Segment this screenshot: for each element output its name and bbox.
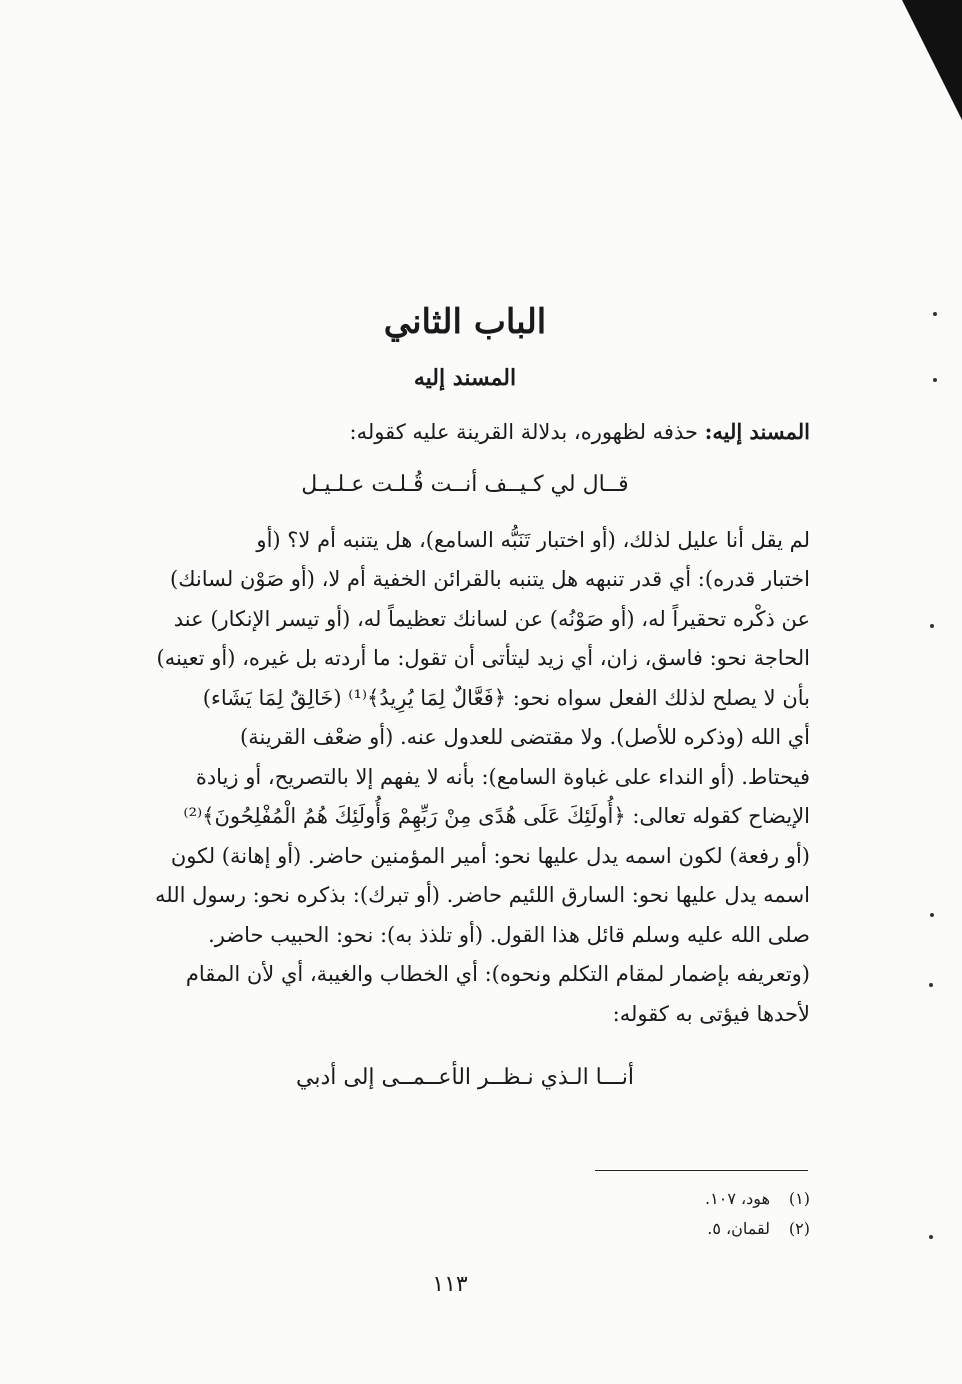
- body-line: لم يقل أنا عليل لذلك، (أو اختبار تَنَبُّه السامع)، هل يتنبه أم لا؟ (أو: [256, 527, 810, 552]
- verse-line-1: قــال لي كـيــف أنــت قُـلـت عـلـيـل: [301, 471, 629, 497]
- verse-line-2: أنـــا الـذي نـظــر الأعــمــى إلى أدبي: [296, 1065, 634, 1091]
- footnote-item: [560, 1214, 810, 1244]
- body-paragraph: [120, 521, 810, 1035]
- body-line: (وتعريفه بإضمار لمقام التكلم ونحوه): أي الخطاب والغيبة، أي لأن المقام: [185, 962, 810, 987]
- body-line: (أو رفعة) لكون اسمه يدل عليها نحو: أمير المؤمنين حاضر. (أو إهانة) لكون: [170, 843, 810, 868]
- body-line: أي الله (وذكره للأصل). ولا مقتضى للعدول عنه. (أو ضعْف القرينة): [240, 725, 810, 750]
- body-line: الإيضاح كقوله تعالى: ﴿أُولَئِكَ عَلَى هُدًى مِنْ رَبِّهِمْ وَأُولَئِكَ هُمُ الْمُفْلِحُونَ﴾⁽²⁾: [183, 804, 810, 829]
- footnote-divider: [595, 1170, 808, 1171]
- lead-term: المسند إليه:: [704, 418, 810, 444]
- lead-paragraph: [120, 411, 810, 453]
- scan-speck: [929, 983, 933, 987]
- body-line: عن ذكْره تحقيراً له، (أو صَوْنُه) عن لسانك تعظيماً له، (أو تيسر الإنكار) عند: [173, 606, 810, 631]
- chapter-title: الباب الثاني: [383, 302, 547, 342]
- scan-shadow-corner: [902, 0, 962, 120]
- body-line: اسمه يدل عليها نحو: السارق اللئيم حاضر. (أو تبرك): بذكره نحو: رسول الله: [155, 883, 810, 908]
- footnote-text: لقمان، ٥.: [707, 1219, 770, 1238]
- section-title: المسند إليه: [413, 365, 517, 392]
- footnotes: [560, 1184, 810, 1244]
- footnote-number: (١): [788, 1189, 810, 1208]
- scan-speck: [933, 378, 937, 382]
- scan-speck: [930, 913, 934, 917]
- scan-speck: [933, 312, 937, 316]
- body-line: الحاجة نحو: فاسق، زان، أي زيد ليتأتى أن تقول: ما أردته بل غيره، (أو تعينه): [156, 646, 810, 671]
- lead-text: حذفه لظهوره، بدلالة القرينة عليه كقوله:: [349, 419, 705, 444]
- body-line: فيحتاط. (أو النداء على غباوة السامع): بأنه لا يفهم إلا بالتصريح، أو زيادة: [195, 764, 810, 789]
- body-line: اختبار قدره): أي قدر تنبهه هل يتنبه بالقرائن الخفية أم لا، (أو صَوْن لسانك): [170, 567, 810, 592]
- scan-speck: [929, 1235, 933, 1239]
- page-number: ١١٣: [432, 1272, 468, 1297]
- footnote-number: (٢): [788, 1219, 810, 1238]
- footnote-text: هود، ١٠٧.: [705, 1189, 770, 1208]
- body-line: بأن لا يصلح لذلك الفعل سواه نحو: ﴿فَعَّالٌ لِمَا يُرِيدُ﴾⁽¹⁾ (خَالِقٌ لِمَا يَشَاء): [202, 685, 810, 710]
- scan-speck: [930, 624, 934, 628]
- body-line: صلى الله عليه وسلم قائل هذا القول. (أو تلذذ به): نحو: الحبيب حاضر.: [208, 922, 810, 947]
- body-line: لأحدها فيؤتى به كقوله:: [612, 1001, 810, 1026]
- page-content: [120, 300, 810, 1100]
- footnote-item: [560, 1184, 810, 1214]
